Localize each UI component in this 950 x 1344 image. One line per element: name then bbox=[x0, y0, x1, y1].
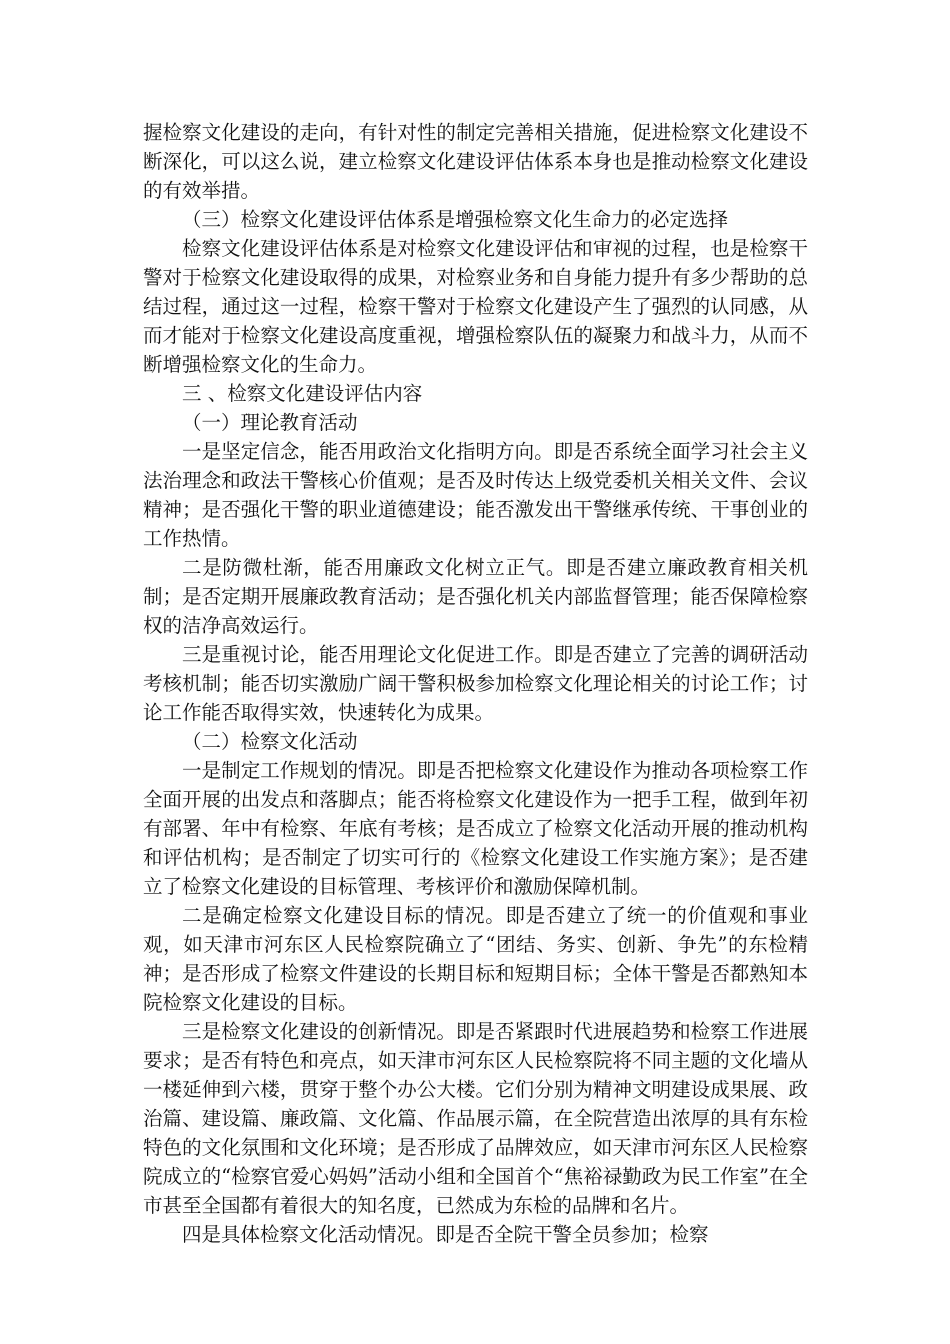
section-heading-1: （一）理论教育活动 bbox=[182, 411, 358, 434]
paragraph: 四是具体检察文化活动情况。即是否全院干警全员参加；检察 bbox=[182, 1223, 709, 1246]
paragraph-continuation: 握检察文化建设的走向，有针对性的制定完善相关措施，促进检察文化建设不断深化，可以这么说，建立检察文化建设评估体系本身也是推动检察文化建设的有效举措。 bbox=[143, 121, 808, 202]
paragraph: 一是制定工作规划的情况。即是否把检察文化建设作为推动各项检察工作全面开展的出发点和落脚点；能否将检察文化建设作为一把手工程，做到年初有部署、年中有检察、年底有考核；是否成立了检察文化活动开展的推动机构和评估机构；是否制定了切实可行的《检察文化建设工作实施方案》；是否建立了检察文化建设的目标管理、考核评价和激励保障机制。 bbox=[143, 759, 808, 898]
paragraph: 二是确定检察文化建设目标的情况。即是否建立了统一的价值观和事业观，如天津市河东区人民检察院确立了“团结、务实、创新、争先”的东检精神；是否形成了检察文件建设的长期目标和短期目标；全体干警是否都熟知本院检察文化建设的目标。 bbox=[143, 904, 808, 1014]
paragraph: 三是重视讨论，能否用理论文化促进工作。即是否建立了完善的调研活动考核机制；能否切实激励广阔干警积极参加检察文化理论相关的讨论工作；讨论工作能否取得实效，快速转化为成果。 bbox=[143, 643, 808, 724]
document-body bbox=[143, 118, 808, 1249]
section-heading-2: （二）检察文化活动 bbox=[182, 730, 358, 753]
section-heading-3: （三）检察文化建设评估体系是增强检察文化生命力的必定选择 bbox=[182, 208, 729, 231]
paragraph: 二是防微杜渐，能否用廉政文化树立正气。即是否建立廉政教育相关机制；是否定期开展廉政教育活动；是否强化机关内部监督管理；能否保障检察权的洁净高效运行。 bbox=[143, 556, 808, 637]
paragraph: 检察文化建设评估体系是对检察文化建设评估和审视的过程，也是检察干警对于检察文化建设取得的成果，对检察业务和自身能力提升有多少帮助的总结过程，通过这一过程，检察干警对于检察文化建设产生了强烈的认同感，从而才能对于检察文化建设高度重视，增强检察队伍的凝聚力和战斗力，从而不断增强检察文化的生命力。 bbox=[143, 237, 808, 376]
paragraph: 三是检察文化建设的创新情况。即是否紧跟时代进展趋势和检察工作进展要求；是否有特色和亮点，如天津市河东区人民检察院将不同主题的文化墙从一楼延伸到六楼，贯穿于整个办公大楼。它们分别为精神文明建设成果展、政治篇、建设篇、廉政篇、文化篇、作品展示篇，在全院营造出浓厚的具有东检特色的文化氛围和文化环境；是否形成了品牌效应，如天津市河东区人民检察院成立的“检察官爱心妈妈”活动小组和全国首个“焦裕禄勤政为民工作室”在全市甚至全国都有着很大的知名度，已然成为东检的品牌和名片。 bbox=[143, 1020, 808, 1217]
chapter-heading-3: 三 、检察文化建设评估内容 bbox=[182, 382, 423, 405]
paragraph: 一是坚定信念，能否用政治文化指明方向。即是否系统全面学习社会主义法治理念和政法干警核心价值观；是否及时传达上级党委机关相关文件、会议精神；是否强化干警的职业道德建设；能否激发出干警继承传统、干事创业的工作热情。 bbox=[143, 440, 808, 550]
